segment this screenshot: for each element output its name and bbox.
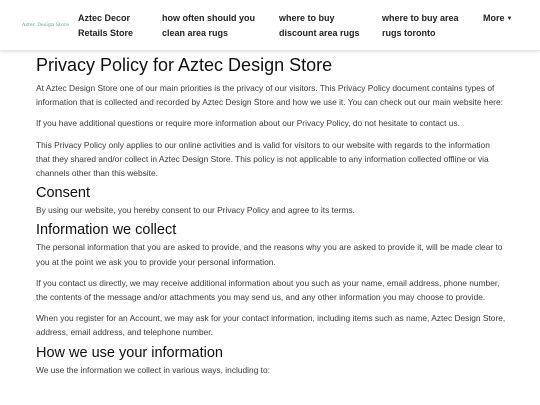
main-content — [36, 50, 506, 377]
collect-paragraph: The personal information that you are asked to provide, and the reasons why you are asked to provide it, will be made clear to you at the point we ask you to provide your personal information. — [36, 242, 503, 267]
consent-paragraph: By using our website, you hereby consent to our Privacy Policy and agree to its terms. — [36, 205, 355, 216]
collect-paragraph: If you contact us directly, we may receive additional information about you such as your name, email address, phone number, the contents of the message and/or attachments you may send us, and any other information you may choose to provide. — [36, 277, 500, 303]
use-paragraph: We use the information we collect in various ways, including to: — [36, 364, 270, 375]
nav-item-discount-area-rugs[interactable]: where to buy discount area rugs — [279, 13, 360, 38]
use-heading: How we use your information — [36, 344, 223, 361]
collect-paragraph: When you register for an Account, we may ask for your contact information, including items such as name, Aztec Design Store, address, email address, and telephone number. — [36, 313, 506, 338]
collect-heading: Information we collect — [36, 222, 177, 239]
intro-paragraph: At Aztec Design Store one of our main priorities is the privacy of our visitors. This Privacy Policy document contains types of information that is collected and recorded by Aztec Design Store and how we use it. You can check out our main website here: — [36, 83, 503, 108]
page-title: Privacy Policy for Aztec Design Store — [36, 55, 333, 75]
nav-more-label: More — [483, 13, 505, 23]
intro-paragraph: This Privacy Policy only applies to our online activities and is valid for visitors to our website with regards to the information that they shared and/or collect in Aztec Design Store. This policy is not applicable to any information collected offline or via channels other than this website. — [36, 139, 490, 179]
nav-item-area-rugs-toronto[interactable]: where to buy area rugs toronto — [382, 13, 459, 38]
site-header — [0, 0, 540, 51]
site-logo[interactable]: Aztec Design Store — [22, 23, 70, 28]
nav-more-menu[interactable] — [483, 11, 528, 27]
consent-heading: Consent — [36, 185, 91, 202]
nav-item-aztec-decor[interactable]: Aztec Decor Retails Store — [78, 13, 134, 38]
intro-paragraph: If you have additional questions or require more information about our Privacy Policy, do not hesitate to contact us. — [36, 118, 460, 129]
nav-item-clean-area-rugs[interactable]: how often should you clean area rugs — [162, 13, 255, 38]
caret-down-icon: ▼ — [506, 16, 513, 22]
